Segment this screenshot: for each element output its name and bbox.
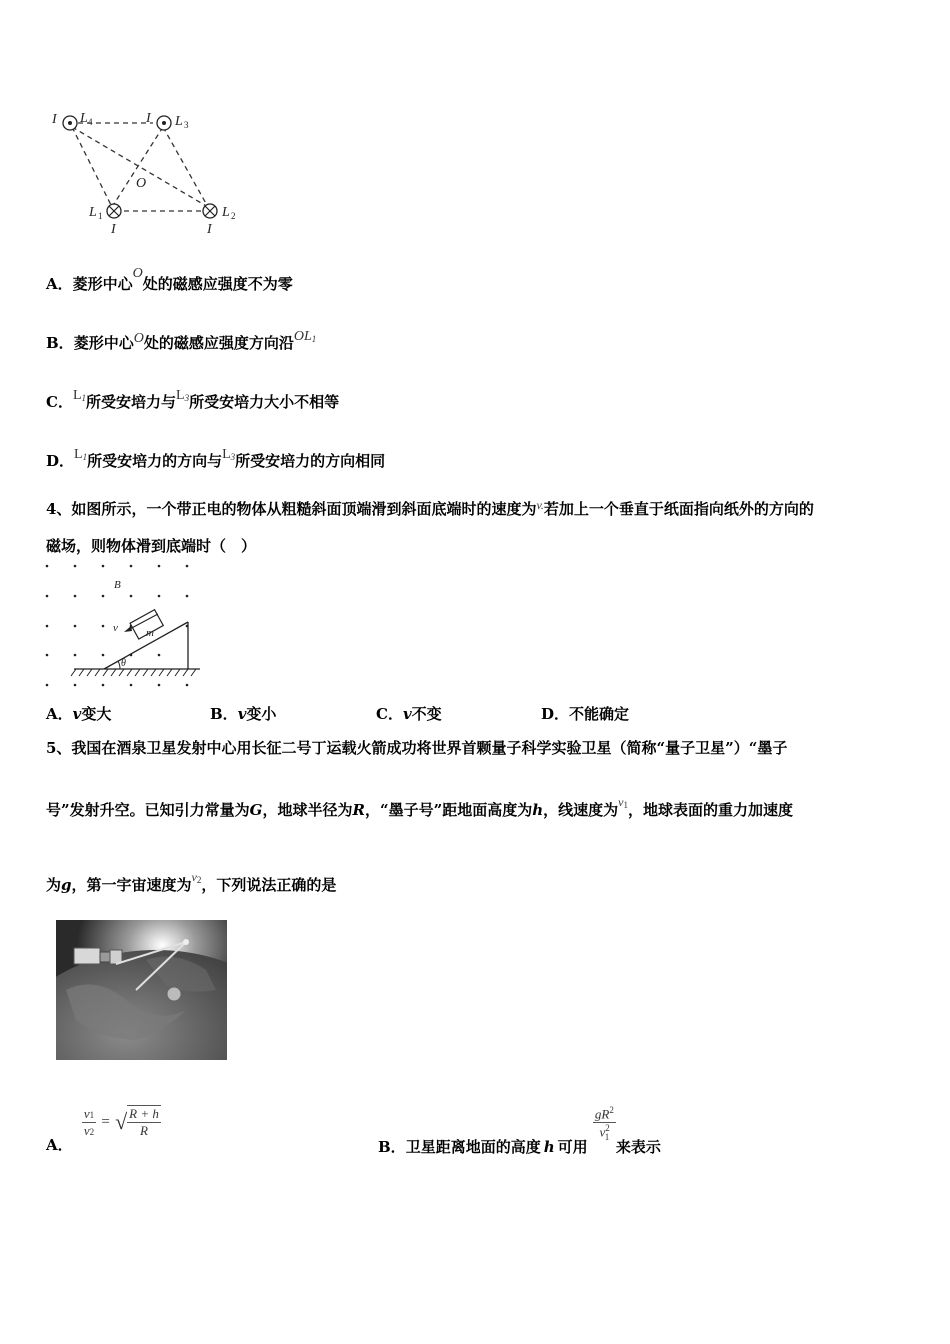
- label-I-tl: I: [52, 112, 57, 127]
- velocity-arrow-icon: [124, 626, 132, 632]
- q3-option-b: B．菱形中心O处的磁感应强度方向沿$OL^1$: [46, 329, 317, 352]
- wire-in-icon-L2: [203, 204, 217, 218]
- label-I-br: I: [207, 222, 212, 237]
- label-L2: L: [222, 205, 230, 220]
- label-v: v: [113, 622, 118, 634]
- q4-option-b: B．v变小: [210, 705, 277, 723]
- fraction-gR2-v1sq: $\frac{gR^2}{v^2_1}$: [594, 1105, 614, 1143]
- satellite-icon: [74, 948, 122, 964]
- label-L1: L: [89, 205, 97, 220]
- label-I-bl: I: [111, 222, 116, 237]
- label-L2-sub: 2: [231, 211, 236, 221]
- wire-out-icon-L4: [63, 116, 77, 130]
- label-L4-sub: 4: [88, 117, 93, 127]
- q3-option-d: D．$L^1$所受安培力的方向与$L^3$所受安培力的方向相同: [46, 447, 386, 470]
- label-O: O: [136, 176, 147, 191]
- rhombus-wires-figure: [40, 100, 260, 240]
- label-B: B: [114, 579, 121, 591]
- sqrt-expression: √ $\frac{R + h}{R}$: [115, 1106, 159, 1138]
- q4-stem-line1: 4、如图所示，一个带正电的物体从粗糙斜面顶端滑到斜面底端时的速度为$^{v.}$若加上一个垂直于纸面指向纸外的方向的: [46, 498, 814, 518]
- wire-in-icon-L1: [107, 204, 121, 218]
- q5-option-b: B．卫星距离地面的高度 h 可用 $\frac{gR^2}{v^2_1}$ 来表示: [378, 1105, 661, 1156]
- incline-magnetic-field-figure: [40, 560, 210, 692]
- label-L3: L: [175, 114, 183, 129]
- label-I-tr: I: [146, 111, 151, 126]
- radical-sign-icon: √: [115, 1109, 128, 1134]
- q4-option-d: D．不能确定: [541, 705, 630, 723]
- wire-out-icon-L3: [157, 116, 171, 130]
- q4-option-a: A．v变大: [46, 705, 112, 723]
- q5-option-a: A． $\frac{v1}{v2}$ = √ $\frac{R + h}{R}$: [46, 1105, 159, 1154]
- satellite-photo: [56, 920, 227, 1060]
- q5-stem-line2: 号”发射升空。已知引力常量为G，地球半径为R，“墨子号”距地面高度为h，线速度为$^{v1}$，地球表面的重力加速度: [46, 795, 793, 819]
- q5-stem-line1: 5、我国在酒泉卫星发射中心用长征二号丁运载火箭成功将世界首颗量子科学实验卫星（简称“量子卫星”）“墨子: [46, 739, 788, 757]
- ratio-v1-v2: $\frac{v1}{v2}$: [83, 1105, 95, 1138]
- label-theta: θ: [121, 658, 126, 669]
- q5-stem-line3: 为g，第一宇宙速度为$^{v2}$，下列说法正确的是: [46, 870, 337, 894]
- q4-stem-line2: 磁场，则物体滑到底端时（ ）: [46, 537, 257, 555]
- label-L4: L: [80, 111, 88, 126]
- label-m: m: [146, 627, 154, 639]
- q4-option-c: C．v不变: [376, 705, 442, 723]
- q3-option-a: A．菱形中心O处的磁感应强度不为零: [46, 266, 293, 293]
- q3-option-c: C．$L^1$所受安培力与$L^3$所受安培力大小不相等: [46, 388, 340, 411]
- label-L3-sub: 3: [184, 120, 189, 130]
- label-L1-sub: 1: [98, 211, 103, 221]
